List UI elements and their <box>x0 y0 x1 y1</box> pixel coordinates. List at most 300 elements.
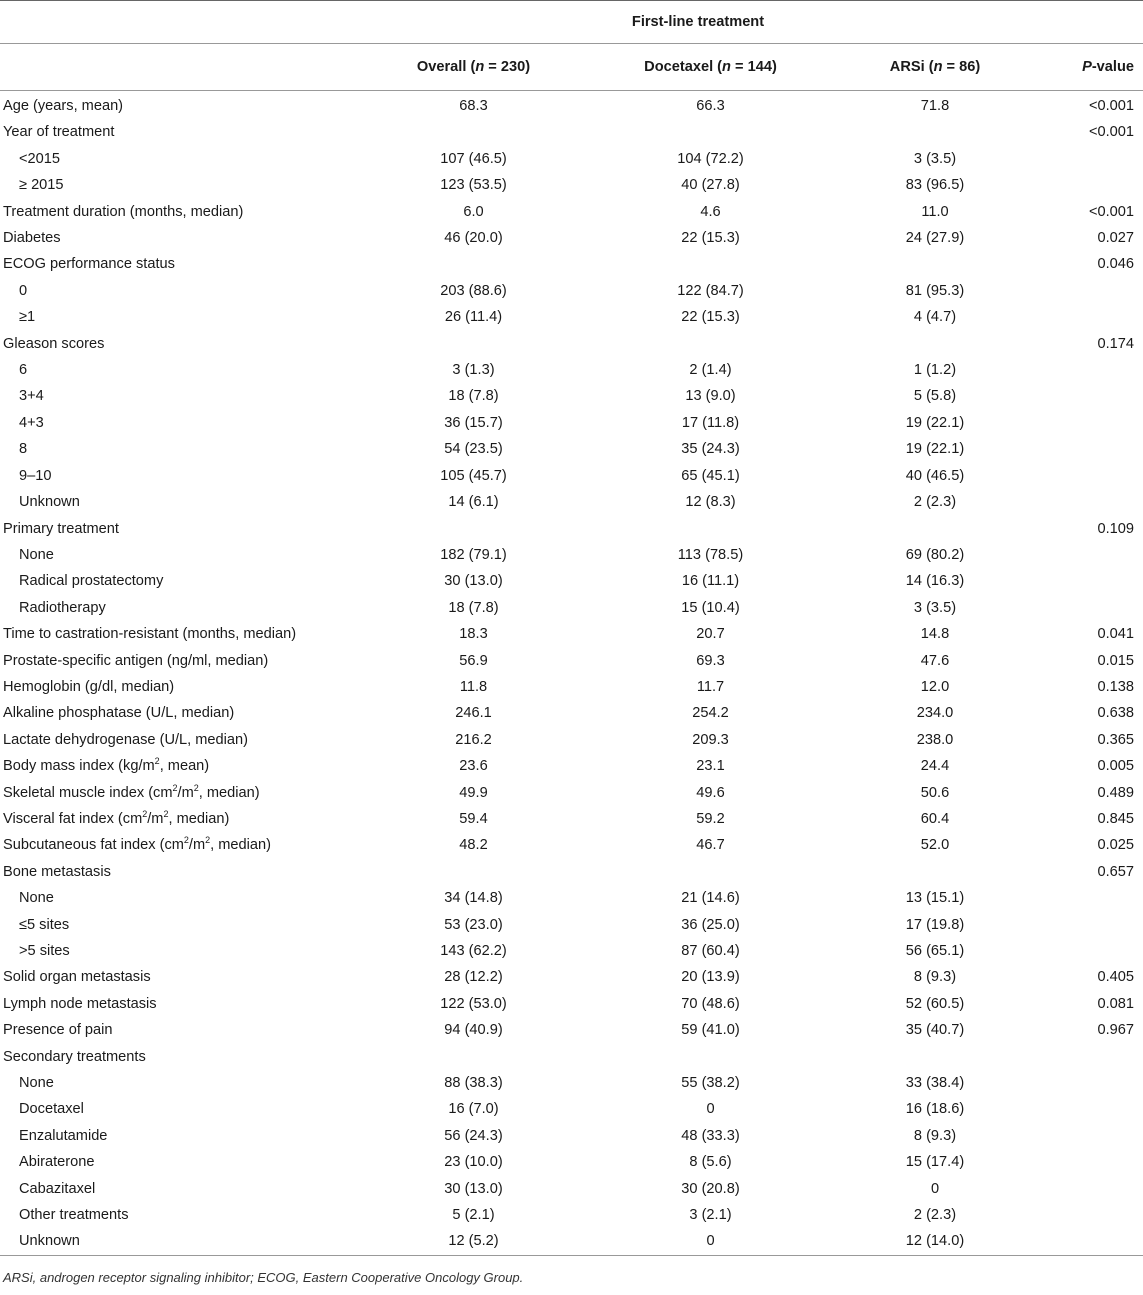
superscript: 2 <box>193 782 199 793</box>
cell-pvalue: 0.405 <box>1097 969 1134 986</box>
cell-docetaxel: 36 (25.0) <box>681 916 740 933</box>
cell-overall: 12 (5.2) <box>448 1233 499 1250</box>
cell-pvalue: 0.025 <box>1097 837 1134 854</box>
superscript: 2 <box>163 809 169 820</box>
table-row <box>0 1123 1143 1149</box>
label-text: None <box>19 1075 54 1092</box>
cell-docetaxel: 65 (45.1) <box>681 467 740 484</box>
cell-arsi: 50.6 <box>920 784 950 801</box>
cell-overall: 123 (53.5) <box>440 177 507 194</box>
cell-docetaxel: 104 (72.2) <box>677 150 744 167</box>
cell-pvalue <box>1041 172 1143 198</box>
row-label <box>0 912 355 938</box>
cell-overall: 203 (88.6) <box>440 282 507 299</box>
table-row <box>0 859 1143 885</box>
cell-docetaxel: 209.3 <box>692 731 729 748</box>
cell-pvalue: 0.081 <box>1097 995 1134 1012</box>
cell-arsi: 234.0 <box>916 705 954 722</box>
row-label <box>0 859 355 885</box>
cell-overall: 30 (13.0) <box>444 1180 503 1197</box>
row-label <box>0 91 355 120</box>
table-row <box>0 780 1143 806</box>
row-label <box>0 172 355 198</box>
cell-docetaxel: 22 (15.3) <box>681 309 740 326</box>
label-text: , median) <box>198 784 260 801</box>
label-text: /m <box>177 784 194 801</box>
cell-docetaxel: 17 (11.8) <box>681 414 740 431</box>
label-text: Other treatments <box>19 1207 129 1224</box>
cell-pvalue <box>1041 568 1143 594</box>
label-text: ≤5 sites <box>19 916 70 933</box>
cell-pvalue <box>1041 1123 1143 1149</box>
row-label <box>0 383 355 409</box>
row-label <box>0 1149 355 1175</box>
cell-overall: 182 (79.1) <box>440 546 507 563</box>
cell-pvalue: 0.041 <box>1097 626 1134 643</box>
row-label <box>0 991 355 1017</box>
row-label <box>0 568 355 594</box>
cell-pvalue <box>1041 1202 1143 1228</box>
cell-arsi: 238.0 <box>916 731 954 748</box>
cell-overall: 34 (14.8) <box>444 890 503 907</box>
cell-pvalue: 0.845 <box>1097 810 1134 827</box>
cell-docetaxel: 0 <box>706 1101 715 1118</box>
table-row <box>0 225 1143 251</box>
label-text: Prostate-specific antigen (ng/ml, median) <box>3 652 269 669</box>
row-label <box>0 436 355 462</box>
label-text: Skeletal muscle index (cm <box>3 784 173 801</box>
row-label <box>0 648 355 674</box>
table-body <box>0 91 1143 1256</box>
label-text: Radical prostatectomy <box>19 573 164 590</box>
row-label <box>0 489 355 515</box>
cell-docetaxel: 70 (48.6) <box>681 995 740 1012</box>
cell-overall <box>355 251 592 277</box>
cell-pvalue <box>1041 1070 1143 1096</box>
cell-pvalue: 0.174 <box>1097 335 1134 352</box>
cell-pvalue: 0.638 <box>1097 705 1134 722</box>
label-text: 9–10 <box>19 467 52 484</box>
cell-pvalue: 0.657 <box>1097 863 1134 880</box>
table-row <box>0 568 1143 594</box>
table-row <box>0 1044 1143 1070</box>
cell-arsi <box>829 331 1041 357</box>
superscript: 2 <box>183 835 189 846</box>
cell-pvalue <box>1041 383 1143 409</box>
row-label <box>0 621 355 647</box>
cell-pvalue: 0.109 <box>1097 520 1134 537</box>
cell-overall <box>355 119 592 145</box>
cell-pvalue <box>1041 1044 1143 1070</box>
cell-pvalue <box>1041 146 1143 172</box>
cell-arsi: 3 (3.5) <box>913 150 957 167</box>
label-text: Unknown <box>19 494 80 511</box>
row-label <box>0 780 355 806</box>
header-group-label: First-line treatment <box>631 14 765 30</box>
cell-arsi: 52.0 <box>920 837 950 854</box>
superscript: 2 <box>172 782 178 793</box>
cell-arsi: 1 (1.2) <box>913 362 957 379</box>
cell-overall <box>355 1044 592 1070</box>
cell-arsi: 4 (4.7) <box>913 309 957 326</box>
cell-arsi: 60.4 <box>920 810 950 827</box>
cell-arsi: 14.8 <box>920 626 950 643</box>
cell-overall: 6.0 <box>463 203 484 220</box>
row-label <box>0 964 355 990</box>
row-label <box>0 199 355 225</box>
cell-docetaxel: 30 (20.8) <box>681 1180 740 1197</box>
cell-pvalue: 0.027 <box>1097 230 1134 247</box>
cell-docetaxel: 0 <box>706 1233 715 1250</box>
label-text: /m <box>188 837 206 854</box>
label-text: , median) <box>210 837 271 854</box>
row-label <box>0 1096 355 1122</box>
row-label <box>0 357 355 383</box>
cell-arsi: 71.8 <box>920 98 950 114</box>
cell-docetaxel: 59.2 <box>696 810 725 827</box>
row-label <box>0 516 355 542</box>
cell-arsi: 2 (2.3) <box>913 494 957 511</box>
cell-overall: 16 (7.0) <box>448 1101 499 1118</box>
superscript: 2 <box>205 835 211 846</box>
cell-arsi: 40 (46.5) <box>905 467 965 484</box>
cell-docetaxel: 59 (41.0) <box>681 1022 740 1039</box>
cell-overall: 94 (40.9) <box>444 1022 503 1039</box>
row-label <box>0 331 355 357</box>
cell-arsi: 56 (65.1) <box>905 943 965 959</box>
cell-overall: 59.4 <box>459 810 488 827</box>
table-row <box>0 595 1143 621</box>
label-text: Bone metastasis <box>3 863 111 880</box>
label-text: /m <box>147 810 164 827</box>
cell-pvalue <box>1041 410 1143 436</box>
cell-overall: 122 (53.0) <box>440 995 507 1012</box>
cell-overall: 105 (45.7) <box>440 467 507 484</box>
cell-overall: 26 (11.4) <box>444 309 503 326</box>
cell-pvalue <box>1041 436 1143 462</box>
cell-overall: 23.6 <box>459 758 488 775</box>
table-row <box>0 463 1143 489</box>
label-text: Unknown <box>19 1233 80 1250</box>
cell-docetaxel <box>592 859 829 885</box>
cell-docetaxel: 20 (13.9) <box>681 969 740 986</box>
table-row <box>0 885 1143 911</box>
cell-pvalue: <0.001 <box>1088 203 1134 220</box>
cell-docetaxel <box>592 331 829 357</box>
cell-pvalue <box>1041 912 1143 938</box>
row-label <box>0 225 355 251</box>
cell-docetaxel: 69.3 <box>696 652 725 669</box>
cell-overall: 107 (46.5) <box>440 150 507 167</box>
label-text: Body mass index (kg/m <box>3 758 155 775</box>
cell-docetaxel: 12 (8.3) <box>685 494 736 511</box>
cell-arsi: 16 (18.6) <box>905 1101 965 1118</box>
cell-docetaxel: 49.6 <box>696 784 725 801</box>
cell-overall: 36 (15.7) <box>444 414 503 431</box>
cell-pvalue <box>1041 1228 1143 1255</box>
cell-overall: 54 (23.5) <box>444 441 503 458</box>
cell-pvalue <box>1041 304 1143 330</box>
table-row <box>0 1070 1143 1096</box>
cell-arsi: 11.0 <box>921 203 949 220</box>
cell-pvalue <box>1041 463 1143 489</box>
cell-docetaxel: 3 (2.1) <box>689 1207 732 1224</box>
cell-docetaxel: 40 (27.8) <box>681 177 740 194</box>
label-text: Cabazitaxel <box>19 1180 96 1197</box>
row-label <box>0 1070 355 1096</box>
table-row <box>0 964 1143 990</box>
cell-arsi: 81 (95.3) <box>905 282 965 299</box>
cell-overall: 46 (20.0) <box>444 230 503 247</box>
label-text: , mean) <box>159 758 210 775</box>
cell-pvalue <box>1041 938 1143 964</box>
cell-arsi: 35 (40.7) <box>905 1022 965 1039</box>
table-row <box>0 700 1143 726</box>
table-footnote: ARSi, androgen receptor signaling inhibitor; ECOG, Eastern Cooperative Oncology Group. <box>3 1270 524 1285</box>
row-label <box>0 1228 355 1255</box>
cell-arsi <box>829 859 1041 885</box>
row-label <box>0 595 355 621</box>
cell-arsi: 8 (9.3) <box>913 969 957 986</box>
row-label <box>0 1017 355 1043</box>
table-row <box>0 542 1143 568</box>
table-row <box>0 304 1143 330</box>
table-row <box>0 331 1143 357</box>
cell-arsi: 83 (96.5) <box>905 177 965 194</box>
cell-docetaxel <box>592 251 829 277</box>
cell-docetaxel: 8 (5.6) <box>689 1154 732 1171</box>
table-row <box>0 251 1143 277</box>
cell-arsi: 13 (15.1) <box>905 890 965 907</box>
cell-docetaxel: 66.3 <box>696 98 725 114</box>
cell-pvalue: 0.046 <box>1097 256 1134 273</box>
row-label <box>0 753 355 779</box>
cell-docetaxel: 254.2 <box>692 705 729 722</box>
cell-overall: 23 (10.0) <box>444 1154 503 1171</box>
header-columns-row <box>0 44 1143 91</box>
cell-arsi: 24.4 <box>920 758 950 775</box>
label-text: <2015 <box>19 150 60 167</box>
cell-overall <box>355 859 592 885</box>
cell-arsi: 17 (19.8) <box>905 916 965 933</box>
cell-arsi: 69 (80.2) <box>905 546 965 563</box>
row-label <box>0 1044 355 1070</box>
label-text: , median) <box>168 810 230 827</box>
cell-docetaxel: 55 (38.2) <box>681 1075 740 1092</box>
row-label <box>0 674 355 700</box>
table-row <box>0 832 1143 858</box>
row-label <box>0 119 355 145</box>
cell-pvalue <box>1041 1096 1143 1122</box>
row-label <box>0 1123 355 1149</box>
label-text: Presence of pain <box>3 1022 113 1039</box>
cell-arsi: 2 (2.3) <box>913 1207 957 1224</box>
cell-docetaxel: 15 (10.4) <box>681 599 740 616</box>
table-row <box>0 172 1143 198</box>
table-row <box>0 278 1143 304</box>
cell-pvalue: 0.138 <box>1097 678 1134 695</box>
label-text: 0 <box>19 282 28 299</box>
label-text: Time to castration-resistant (months, median) <box>3 626 297 643</box>
cell-overall: 18.3 <box>459 626 488 643</box>
cell-pvalue <box>1041 595 1143 621</box>
superscript: 2 <box>154 756 160 767</box>
header-overall: Overall (n = 230) <box>416 59 531 75</box>
cell-docetaxel: 22 (15.3) <box>681 230 740 247</box>
cell-overall: 30 (13.0) <box>444 573 503 590</box>
table-row <box>0 1202 1143 1228</box>
cell-overall: 56.9 <box>459 652 488 669</box>
cell-overall <box>355 331 592 357</box>
label-text: 8 <box>19 441 28 458</box>
label-text: Enzalutamide <box>19 1127 108 1144</box>
table-row <box>0 674 1143 700</box>
cell-arsi: 8 (9.3) <box>913 1127 957 1144</box>
cell-docetaxel: 4.6 <box>700 203 721 220</box>
cell-overall: 5 (2.1) <box>452 1207 495 1224</box>
table-row <box>0 1176 1143 1202</box>
cell-arsi: 12 (14.0) <box>905 1233 965 1250</box>
cell-docetaxel: 46.7 <box>696 837 725 854</box>
label-text: Secondary treatments <box>3 1048 146 1065</box>
cell-overall: 88 (38.3) <box>444 1075 503 1092</box>
cell-pvalue: 0.005 <box>1097 758 1134 775</box>
row-label <box>0 463 355 489</box>
header-pvalue: P-value <box>1082 59 1134 75</box>
table-row <box>0 410 1143 436</box>
cell-pvalue <box>1041 357 1143 383</box>
label-text: Visceral fat index (cm <box>3 810 143 827</box>
table-row <box>0 991 1143 1017</box>
table-row <box>0 621 1143 647</box>
cell-docetaxel: 13 (9.0) <box>685 388 736 405</box>
cell-arsi: 0 <box>930 1180 940 1197</box>
cell-overall: 143 (62.2) <box>440 943 507 959</box>
row-label <box>0 146 355 172</box>
table-row <box>0 1228 1143 1255</box>
cell-overall <box>355 516 592 542</box>
row-label <box>0 727 355 753</box>
cell-pvalue: 0.967 <box>1097 1022 1134 1039</box>
table-row <box>0 436 1143 462</box>
cell-arsi <box>829 516 1041 542</box>
label-text: Primary treatment <box>3 520 119 537</box>
cell-overall: 18 (7.8) <box>448 388 499 405</box>
cell-pvalue <box>1041 542 1143 568</box>
cell-overall: 68.3 <box>459 98 488 114</box>
header-characteristic-cell <box>0 44 355 91</box>
cell-docetaxel: 20.7 <box>696 626 725 643</box>
table-row <box>0 727 1143 753</box>
cell-overall: 216.2 <box>455 731 492 748</box>
cell-pvalue: 0.489 <box>1097 784 1134 801</box>
table-row <box>0 912 1143 938</box>
cell-docetaxel: 23.1 <box>696 758 725 775</box>
cell-arsi: 47.6 <box>920 652 950 669</box>
table-row <box>0 753 1143 779</box>
cell-docetaxel <box>592 119 829 145</box>
label-text: ≥ 2015 <box>19 177 64 194</box>
cell-arsi: 33 (38.4) <box>905 1075 965 1092</box>
row-label <box>0 1202 355 1228</box>
label-text: Radiotherapy <box>19 599 106 616</box>
cell-arsi: 52 (60.5) <box>905 995 965 1012</box>
cell-docetaxel: 21 (14.6) <box>681 890 740 907</box>
label-text: Lymph node metastasis <box>3 995 157 1012</box>
cell-pvalue <box>1041 1149 1143 1175</box>
label-text: Subcutaneous fat index (cm <box>3 837 184 854</box>
cell-overall: 14 (6.1) <box>448 494 499 511</box>
row-label <box>0 542 355 568</box>
cell-pvalue <box>1041 1176 1143 1202</box>
header-docetaxel: Docetaxel (n = 144) <box>644 59 777 75</box>
cell-overall: 3 (1.3) <box>452 362 495 379</box>
cell-arsi: 12.0 <box>920 678 950 695</box>
table-row <box>0 1096 1143 1122</box>
cell-docetaxel <box>592 1044 829 1070</box>
label-text: 3+4 <box>19 388 44 405</box>
header-empty-cell <box>1041 1 1143 44</box>
label-text: Year of treatment <box>3 124 115 141</box>
label-text: 6 <box>19 362 28 379</box>
cell-overall: 56 (24.3) <box>444 1127 503 1144</box>
label-text: None <box>19 546 54 563</box>
cell-overall: 49.9 <box>459 784 488 801</box>
label-text: ECOG performance status <box>3 256 175 273</box>
cell-overall: 48.2 <box>459 837 488 854</box>
cell-docetaxel: 48 (33.3) <box>681 1127 740 1144</box>
cell-pvalue <box>1041 278 1143 304</box>
cell-docetaxel: 113 (78.5) <box>677 546 744 563</box>
cell-pvalue: <0.001 <box>1088 124 1134 141</box>
row-label <box>0 304 355 330</box>
row-label <box>0 1176 355 1202</box>
cell-arsi: 14 (16.3) <box>905 573 965 590</box>
label-text: ≥1 <box>19 309 36 326</box>
table-row <box>0 806 1143 832</box>
cell-pvalue: 0.015 <box>1097 652 1134 669</box>
label-text: Treatment duration (months, median) <box>3 203 244 220</box>
row-label <box>0 251 355 277</box>
label-text: Hemoglobin (g/dl, median) <box>3 678 175 695</box>
row-label <box>0 410 355 436</box>
row-label <box>0 700 355 726</box>
cell-pvalue <box>1041 489 1143 515</box>
cell-docetaxel: 35 (24.3) <box>681 441 740 458</box>
cell-arsi: 24 (27.9) <box>905 230 965 247</box>
label-text: 4+3 <box>19 414 44 431</box>
label-text: Alkaline phosphatase (U/L, median) <box>3 705 235 722</box>
label-text: Abiraterone <box>19 1154 95 1171</box>
row-label <box>0 806 355 832</box>
table-row <box>0 199 1143 225</box>
table-row <box>0 516 1143 542</box>
cell-pvalue: <0.001 <box>1088 98 1134 114</box>
cell-arsi: 3 (3.5) <box>913 599 957 616</box>
label-text: Gleason scores <box>3 335 105 352</box>
cell-arsi <box>829 119 1041 145</box>
superscript: 2 <box>142 809 148 820</box>
table-row <box>0 938 1143 964</box>
cell-overall: 18 (7.8) <box>448 599 499 616</box>
label-text: Solid organ metastasis <box>3 969 151 986</box>
cell-overall: 11.8 <box>459 678 488 695</box>
label-text: >5 sites <box>19 943 70 959</box>
cell-docetaxel: 2 (1.4) <box>689 362 732 379</box>
cell-arsi <box>829 251 1041 277</box>
cell-arsi <box>829 1044 1041 1070</box>
table-row <box>0 1017 1143 1043</box>
